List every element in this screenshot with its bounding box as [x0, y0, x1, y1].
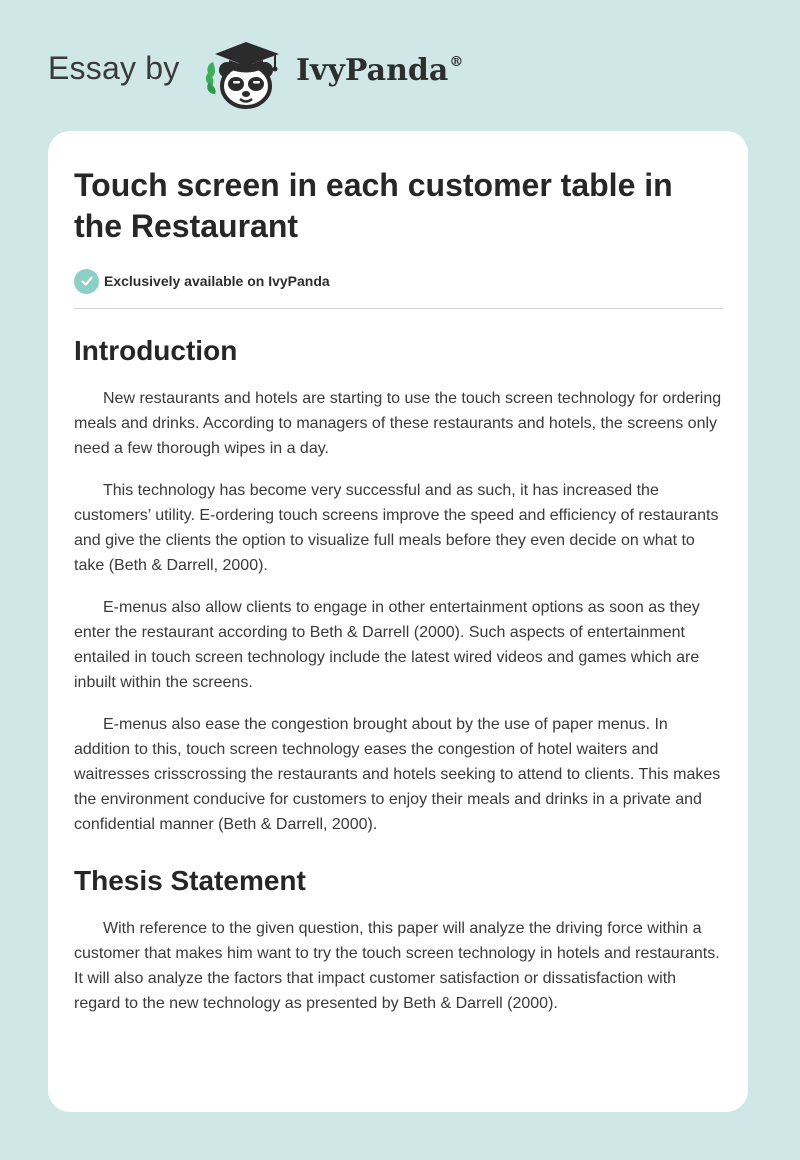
check-circle-icon	[74, 269, 99, 294]
panda-graduate-icon[interactable]	[203, 36, 287, 112]
paragraph: With reference to the given question, this paper will analyze the driving force within a customer that makes him want to try the touch screen technology in hotels and restaurants. It will also analyze the factors that impact customer satisfaction or dissatisfaction with regard to the new technology as presented by Beth & Darrell (2000).	[74, 920, 720, 1012]
paragraph: This technology has become very successful and as such, it has increased the customers’ utility. E-ordering touch screens improve the speed and efficiency of restaurants and give the clients the option to visualize full meals before they even decide on what to take (Beth & Darrell, 2000).	[74, 482, 719, 574]
section-heading-thesis-statement: Thesis Statement	[74, 865, 306, 896]
exclusive-badge-label: Exclusively available on IvyPanda	[104, 273, 330, 289]
paragraph: New restaurants and hotels are starting to use the touch screen technology for ordering meals and drinks. According to managers of these restaurants and hotels, the screens only need a few thorough wipes in a day.	[74, 390, 722, 457]
section-heading-introduction: Introduction	[74, 335, 238, 366]
divider	[74, 308, 723, 309]
essay-card	[48, 131, 748, 1112]
paragraph: E-menus also allow clients to engage in other entertainment options as soon as they enter the restaurant according to Beth & Darrell (2000). Such aspects of entertainment entailed in touch screen technology include the latest wired videos and games which are inbuilt within the screens.	[74, 599, 700, 691]
brand-logo-text[interactable]: IvyPanda®	[296, 53, 464, 88]
essay-by-label: Essay by	[48, 50, 180, 86]
paragraph: E-menus also ease the congestion brought about by the use of paper menus. In addition to this, touch screen technology eases the congestion of hotel waiters and waitresses crisscrossing the restaurants and hotels seeking to attend to clients. This makes the environment conducive for customers to enjoy their meals and drinks in a private and confidential manner (Beth & Darrell, 2000).	[74, 716, 721, 833]
exclusive-badge	[74, 268, 722, 294]
site-header	[0, 0, 800, 130]
page-title: Touch screen in each customer table in the Restaurant	[74, 167, 673, 244]
